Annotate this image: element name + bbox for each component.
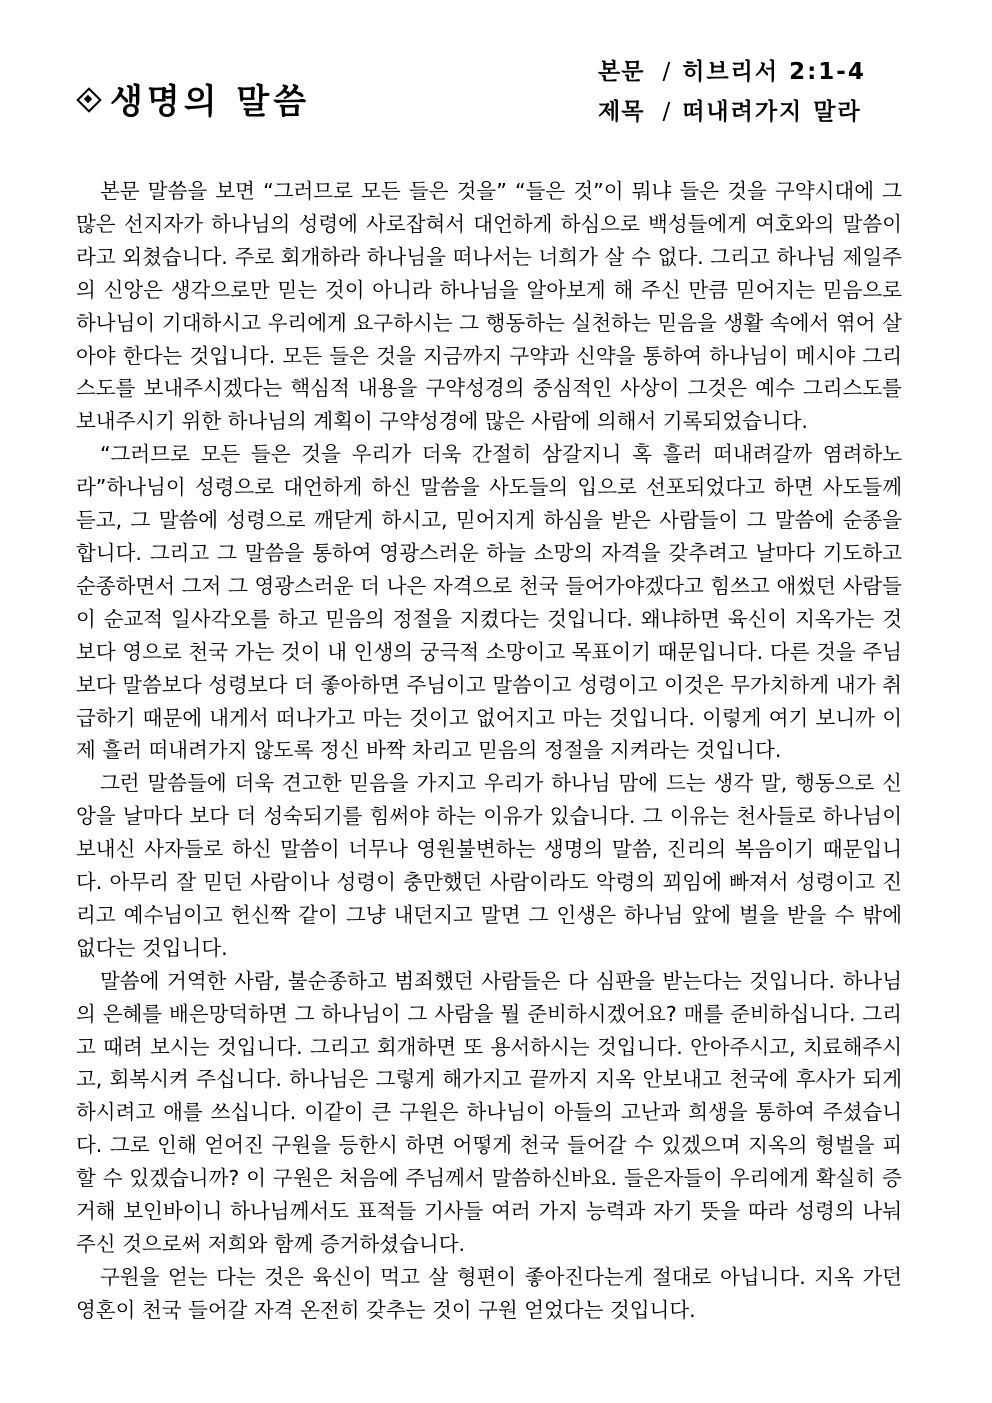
- subject-label: 제목: [598, 99, 645, 125]
- diamond-bullet-icon: [78, 89, 98, 109]
- scripture-reference: [598, 52, 866, 132]
- subject-value: 떠내려가지 말라: [682, 99, 862, 125]
- passage-label: 본문: [598, 59, 645, 85]
- subject-row: [598, 92, 866, 132]
- sermon-body: [76, 175, 902, 1327]
- sermon-header: [78, 52, 918, 142]
- body-paragraph: 본문 말씀을 보면 “그러므로 모든 들은 것을” “들은 것”이 뭐냐 들은 것을 구약시대에 그 많은 선지자가 하나님의 성령에 사로잡혀서 대언하게 하심으로 백성들에게 여호와의 말씀이라고 외쳤습니다. 주로 회개하라 하나님을 떠나서는 너희가 살 수 없다. 그리고 하나님 제일주의 신앙은 생각으로만 믿는 것이 아니라 하나님을 알아보게 해 주신 만큼 믿어지는 믿음으로 하나님이 기대하시고 우리에게 요구하시는 그 행동하는 실천하는 믿음을 생활 속에서 엮어 살아야 한다는 것입니다. 모든 들은 것을 지금까지 구약과 신약을 통하여 하나님이 메시야 그리스도를 보내주시겠다는 핵심적 내용을 구약성경의 중심적인 사상이 그것은 예수 그리스도를 보내주시기 위한 하나님의 계획이 구약성경에 많은 사람에 의해서 기록되었습니다.: [76, 179, 902, 434]
- passage-value: 히브리서 2:1-4: [682, 59, 866, 85]
- body-paragraph: 말씀에 거역한 사람, 불순종하고 범죄했던 사람들은 다 심판을 받는다는 것입니다. 하나님의 은혜를 배은망덕하면 그 하나님이 그 사람을 뭘 준비하시겠어요? 매를 준비하십니다. 그리고 때려 보시는 것입니다. 그리고 회개하면 또 용서하시는 것입니다. 안아주시고, 치료해주시고, 회복시켜 주십니다. 하나님은 그렇게 해가지고 끝까지 지옥 안보내고 천국에 후사가 되게 하시려고 애를 쓰십니다. 이같이 큰 구원은 하나님이 아들의 고난과 희생을 통하여 주셨습니다. 그로 인해 얻어진 구원을 등한시 하면 어떻게 천국 들어갈 수 있겠으며 지옥의 형벌을 피할 수 있겠습니까? 이 구원은 처음에 주님께서 말씀하신바요. 들은자들이 우리에게 확실히 증거해 보인바이니 하나님께서도 표적들 기사들 여러 가지 능력과 자기 뜻을 따라 성령의 나눠주신 것으로써 저희와 함께 증거하셨습니다.: [76, 968, 902, 1256]
- subject-separator: /: [662, 99, 671, 125]
- page-title: 생명의 말씀: [110, 82, 311, 122]
- body-paragraph: 구원을 얻는 다는 것은 육신이 먹고 살 형편이 좋아진다는게 절대로 아닙니다. 지옥 가던 영혼이 천국 들어갈 자격 온전히 갖추는 것이 구원 얻었다는 것입니다.: [76, 1264, 902, 1322]
- passage-separator: /: [662, 59, 671, 85]
- body-paragraph: 그런 말씀들에 더욱 견고한 믿음을 가지고 우리가 하나님 맘에 드는 생각 말, 행동으로 신앙을 날마다 보다 더 성숙되기를 힘써야 하는 이유가 있습니다. 그 이유는 천사들로 하나님이 보내신 사자들로 하신 말씀이 너무나 영원불변하는 생명의 말씀, 진리의 복음이기 때문입니다. 아무리 잘 믿던 사람이나 성령이 충만했던 사람이라도 악령의 꾀임에 빠져서 성령이고 진리고 예수님이고 헌신짝 같이 그냥 내던지고 말면 그 인생은 하나님 앞에 벌을 받을 수 밖에 없다는 것입니다.: [76, 771, 902, 960]
- passage-row: [598, 52, 866, 92]
- title-block: [78, 74, 310, 123]
- body-paragraph: “그러므로 모든 들은 것을 우리가 더욱 간절히 삼갈지니 혹 흘러 떠내려갈까 염려하노라”하나님이 성령으로 대언하게 하신 말씀을 사도들의 입으로 선포되었다고 하면 사도들께 듣고, 그 말씀에 성령으로 깨닫게 하시고, 믿어지게 하심을 받은 사람들이 그 말씀에 순종을 합니다. 그리고 그 말씀을 통하여 영광스러운 하늘 소망의 자격을 갖추려고 날마다 기도하고 순종하면서 그저 그 영광스러운 더 나은 자격으로 천국 들어가야겠다고 힘쓰고 애썼던 사람들이 순교적 일사각오를 하고 믿음의 정절을 지켰다는 것입니다. 왜냐하면 육신이 지옥가는 것보다 영으로 천국 가는 것이 내 인생의 궁극적 소망이고 목표이기 때문입니다. 다른 것을 주님보다 말씀보다 성령보다 더 좋아하면 주님이고 말씀이고 성령이고 이것은 무가치하게 내가 취급하기 때문에 내게서 떠나가고 마는 것이고 없어지고 마는 것입니다. 이렇게 여기 보니까 이제 흘러 떠내려가지 않도록 정신 바짝 차리고 믿음의 정절을 지켜라는 것입니다.: [76, 442, 902, 763]
